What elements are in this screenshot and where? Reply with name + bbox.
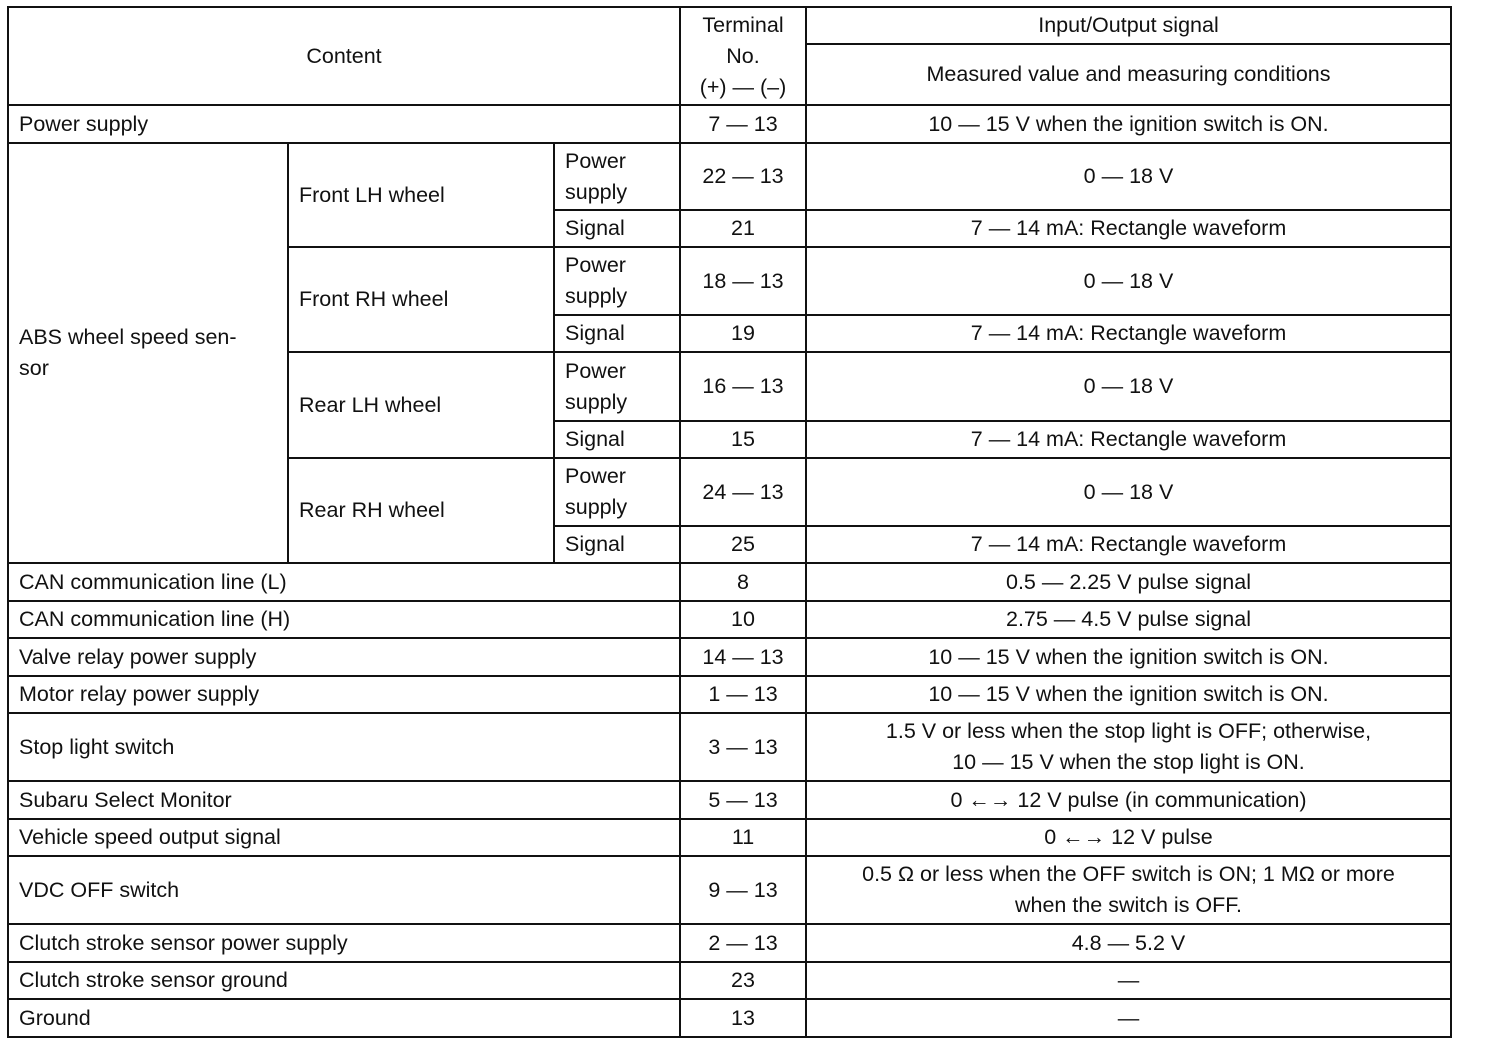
row-terminal: 21 — [680, 210, 806, 247]
table-row — [8, 713, 1451, 781]
power-label-line1: Power — [565, 253, 626, 277]
header-terminal-line1: Terminal — [702, 12, 784, 37]
row-terminal: 10 — [680, 601, 806, 638]
row-terminal: 9 — 13 — [680, 856, 806, 924]
power-label-line1: Power — [565, 148, 626, 173]
row-value: 10 — 15 V when the ignition switch is ON. — [806, 676, 1451, 713]
signal-label: Signal — [554, 421, 680, 458]
power-supply-label — [554, 143, 680, 210]
row-content: Valve relay power supply — [8, 638, 680, 676]
table-row — [8, 601, 1451, 638]
header-content: Content — [8, 7, 680, 105]
row-terminal: 5 — 13 — [680, 781, 806, 819]
row-value: 0.5 — 2.25 V pulse signal — [806, 563, 1451, 601]
table-row — [8, 105, 1451, 143]
row-content: CAN communication line (L) — [8, 563, 680, 601]
wheel-name: Front RH wheel — [288, 247, 554, 352]
row-value: 7 — 14 mA: Rectangle waveform — [806, 421, 1451, 458]
row-value: 0 ←→ 12 V pulse — [806, 819, 1451, 856]
row-terminal: 8 — [680, 563, 806, 601]
row-terminal: 22 — 13 — [680, 143, 806, 210]
power-label-line1: Power — [565, 358, 626, 383]
header-terminal-line3: (+) — (–) — [699, 74, 787, 99]
row-value: 0 — 18 V — [806, 143, 1451, 210]
signal-label: Signal — [554, 210, 680, 247]
row-content: Vehicle speed output signal — [8, 819, 680, 856]
row-terminal: 23 — [680, 962, 806, 999]
row-terminal: 7 — 13 — [680, 105, 806, 143]
table-row — [8, 676, 1451, 713]
abs-label-line2: sor — [19, 356, 49, 380]
header-io-signal: Input/Output signal — [806, 7, 1451, 44]
row-content: Power supply — [8, 105, 680, 143]
row-content: Stop light switch — [8, 713, 680, 781]
table-row — [8, 638, 1451, 676]
row-terminal: 18 — 13 — [680, 247, 806, 315]
row-value: — — [806, 999, 1451, 1037]
row-content: Clutch stroke sensor ground — [8, 962, 680, 999]
row-value: 7 — 14 mA: Rectangle waveform — [806, 210, 1451, 247]
power-supply-label — [554, 247, 680, 315]
io-signal-table — [7, 6, 1452, 1038]
abs-label-line1: ABS wheel speed sen- — [19, 325, 237, 349]
table-row — [8, 924, 1451, 962]
table-row — [8, 143, 1451, 210]
row-content: Clutch stroke sensor power supply — [8, 924, 680, 962]
header-terminal-line2: No. — [726, 43, 760, 68]
row-terminal: 25 — [680, 526, 806, 563]
power-label-line1: Power — [565, 464, 626, 488]
row-value: 10 — 15 V when the ignition switch is ON. — [806, 638, 1451, 676]
row-value: 7 — 14 mA: Rectangle waveform — [806, 526, 1451, 563]
row-value: — — [806, 962, 1451, 999]
row-value — [806, 713, 1451, 781]
row-value: 7 — 14 mA: Rectangle waveform — [806, 315, 1451, 352]
wheel-name: Front LH wheel — [288, 143, 554, 247]
row-value — [806, 856, 1451, 924]
header-measured: Measured value and measuring conditions — [806, 44, 1451, 105]
row-value: 0 — 18 V — [806, 458, 1451, 526]
power-label-line2: supply — [565, 284, 628, 308]
row-value: 2.75 — 4.5 V pulse signal — [806, 601, 1451, 638]
row-terminal: 13 — [680, 999, 806, 1037]
row-terminal: 3 — 13 — [680, 713, 806, 781]
table-row — [8, 781, 1451, 819]
row-terminal: 14 — 13 — [680, 638, 806, 676]
row-value: 10 — 15 V when the ignition switch is ON. — [806, 105, 1451, 143]
row-value: 0 ←→ 12 V pulse (in communication) — [806, 781, 1451, 819]
row-value-line1: 0.5 Ω or less when the OFF switch is ON; 1 MΩ or more — [862, 862, 1395, 886]
abs-sensor-label — [8, 143, 288, 563]
row-value: 0 — 18 V — [806, 352, 1451, 421]
row-terminal: 16 — 13 — [680, 352, 806, 421]
row-value: 0 — 18 V — [806, 247, 1451, 315]
row-content: CAN communication line (H) — [8, 601, 680, 638]
header-terminal — [680, 7, 806, 105]
power-label-line2: supply — [565, 389, 628, 414]
row-terminal: 2 — 13 — [680, 924, 806, 962]
power-supply-label — [554, 458, 680, 526]
row-terminal: 15 — [680, 421, 806, 458]
table-row — [8, 962, 1451, 999]
power-label-line2: supply — [565, 179, 628, 204]
power-supply-label — [554, 352, 680, 421]
row-value: 4.8 — 5.2 V — [806, 924, 1451, 962]
row-value-line2: 10 — 15 V when the stop light is ON. — [952, 750, 1305, 774]
row-content: Ground — [8, 999, 680, 1037]
wheel-name: Rear LH wheel — [288, 352, 554, 458]
table-row — [8, 563, 1451, 601]
signal-label: Signal — [554, 526, 680, 563]
row-content: Subaru Select Monitor — [8, 781, 680, 819]
row-terminal: 19 — [680, 315, 806, 352]
signal-label: Signal — [554, 315, 680, 352]
row-terminal: 11 — [680, 819, 806, 856]
row-terminal: 1 — 13 — [680, 676, 806, 713]
row-content: Motor relay power supply — [8, 676, 680, 713]
row-value-line2: when the switch is OFF. — [1014, 893, 1243, 917]
power-label-line2: supply — [565, 495, 628, 519]
row-value-line1: 1.5 V or less when the stop light is OFF; otherwise, — [885, 719, 1372, 743]
row-content: VDC OFF switch — [8, 856, 680, 924]
wheel-name: Rear RH wheel — [288, 458, 554, 563]
row-terminal: 24 — 13 — [680, 458, 806, 526]
table-row — [8, 999, 1451, 1037]
table-row — [8, 819, 1451, 856]
table-row — [8, 856, 1451, 924]
